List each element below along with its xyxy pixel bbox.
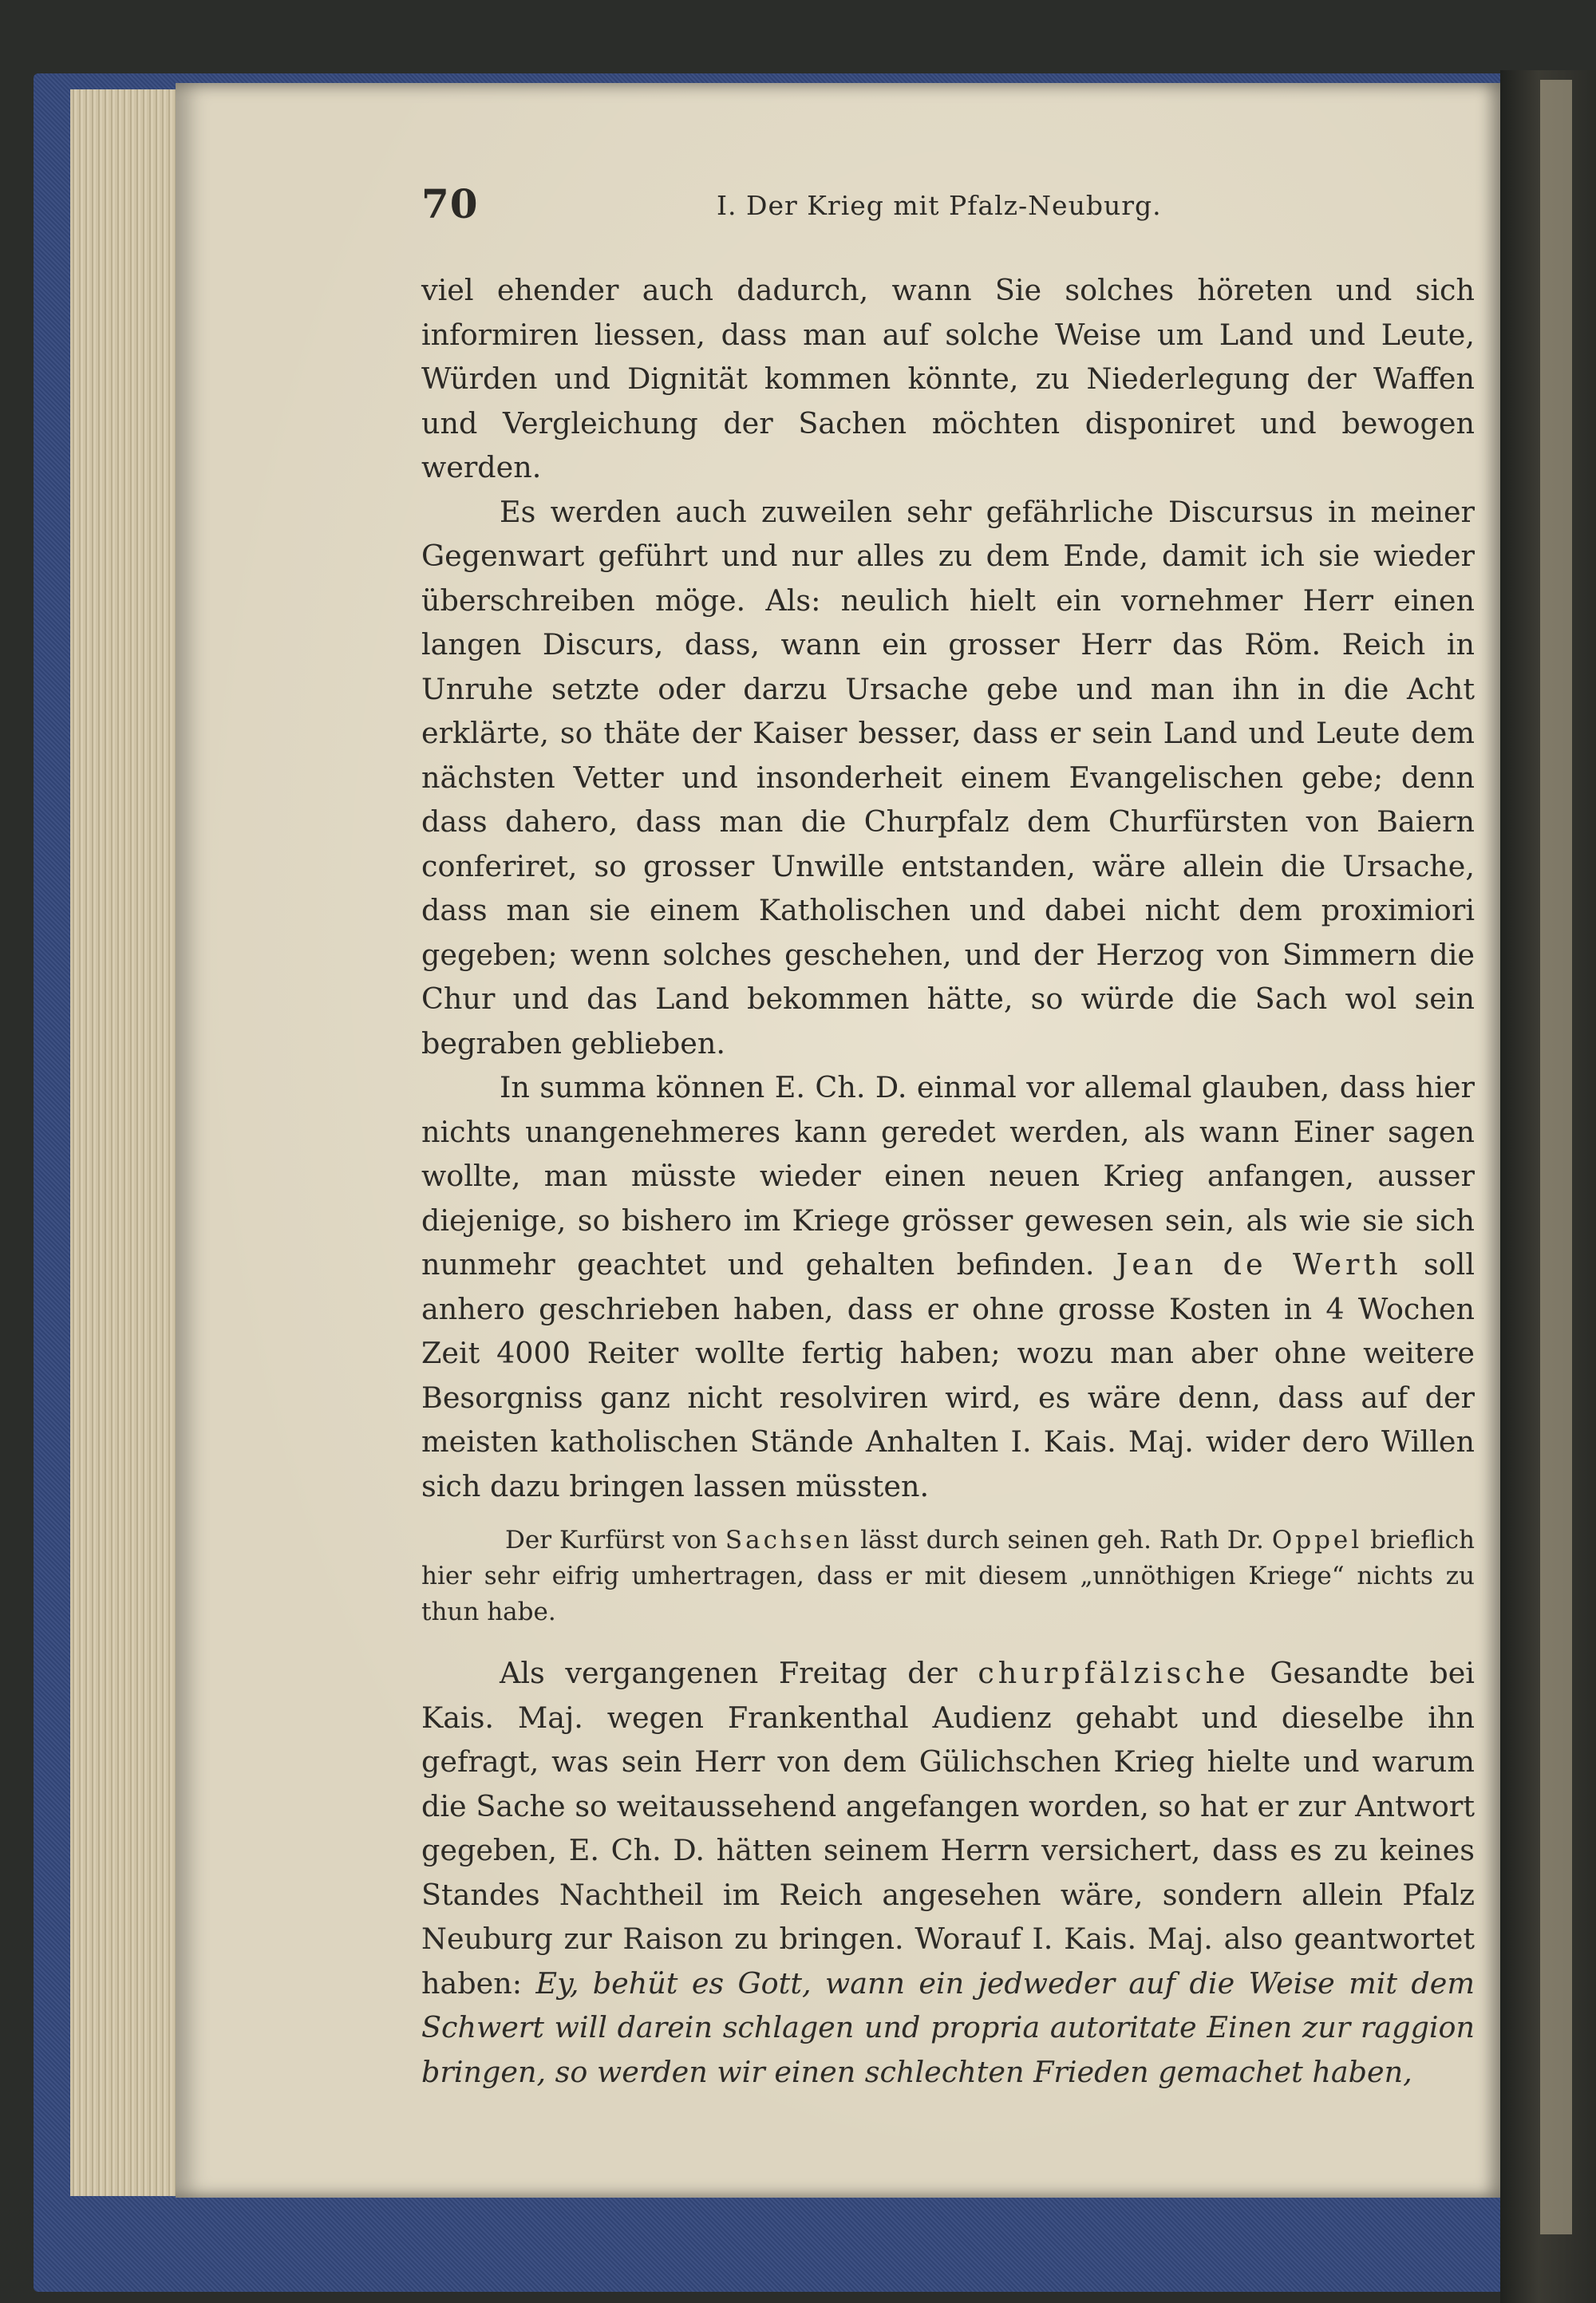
- paragraph-3-text-a: In summa können E. Ch. D. einmal vor allemal glauben, dass hier nichts unangenehmeres kann geredet werden, als wann Einer sagen wollte, man müsste wieder einen neuen Krieg anfangen, ausser diejenige, so bishero im Kriege grösser gewesen sein, als wie sie sich nunmehr geachtet und gehalten befinden.: [421, 1070, 1475, 1282]
- person-name-jean-de-werth: Jean de Werth: [1116, 1247, 1402, 1282]
- word-churpfaelzische: churpfälzische: [978, 1656, 1250, 1690]
- paragraph-1-text: viel ehender auch dadurch, wann Sie solches höreten und sich informiren liessen, dass man auf solche Weise um Land und Leute, Würden und Dignität kommen könnte, zu Niederlegung der Waffen und Vergleichung der Sachen möchten disponiret und bewogen werden.: [421, 273, 1475, 484]
- summary-note-text-b: lässt durch seinen geh. Rath Dr.: [860, 1526, 1264, 1554]
- paragraph-4-text-b: Gesandte bei Kais. Maj. wegen Frankenthal Audienz gehabt und dieselbe ihn gefragt, was sein Herr von dem Gülichschen Krieg hielte und warum die Sache so weitaussehend angefangen worden, so hat er zur Antwort gegeben, E. Ch. D. hätten seinem Herrn versichert, dass es zu keines Standes Nachtheil im Reich angesehen wäre, sondern allein Pfalz Neuburg zur Raison zu bringen. Worauf I. Kais. Maj. also geantwortet haben:: [421, 1656, 1475, 2001]
- page-content: [421, 180, 1475, 2094]
- paragraph-3-text-b: soll anhero geschrieben haben, dass er ohne grosse Kosten in 4 Wochen Zeit 4000 Reiter wollte fertig haben; wozu man aber ohne weitere Besorgniss ganz nicht resolviren wird, es wäre denn, dass auf der meisten katholischen Stände Anhalten I. Kais. Maj. wider dero Willen sich dazu bringen lassen müssten.: [421, 1247, 1476, 1503]
- paragraph-2: [421, 490, 1475, 1066]
- paragraph-4: [421, 1651, 1475, 2094]
- running-head: I. Der Krieg mit Pfalz-Neuburg.: [717, 190, 1162, 221]
- paragraph-3: [421, 1065, 1475, 1508]
- adjacent-page-edge: [1540, 80, 1572, 2234]
- imperial-quote: Ey, behüt es Gott, wann ein jedweder auf die Weise mit dem Schwert will darein schlagen und propria autoritate Einen zur raggion bringen, so werden wir einen schlechten Frieden gemachet haben,: [421, 1965, 1475, 2089]
- paragraph-1: [421, 268, 1475, 490]
- summary-note: [421, 1523, 1475, 1630]
- person-name-sachsen: Sachsen: [725, 1526, 853, 1554]
- page-header: [421, 180, 1475, 228]
- summary-note-text-a: Der Kurfürst von: [505, 1526, 717, 1554]
- person-name-oppel: Oppel: [1271, 1526, 1363, 1554]
- paragraph-2-text: Es werden auch zuweilen sehr gefährliche Discursus in meiner Gegenwart geführt und nur alles zu dem Ende, damit ich sie wieder überschreiben möge. Als: neulich hielt ein vornehmer Herr einen langen Discurs, dass, wann ein grosser Herr das Röm. Reich in Unruhe setzte oder darzu Ursache gebe und man ihn in die Acht erklärte, so thäte der Kaiser besser, dass er sein Land und Leute dem nächsten Vetter und insonderheit einem Evangelischen gebe; denn dass dahero, dass man die Churpfalz dem Churfürsten von Baiern conferiret, so grosser Unwille entstanden, wäre allein die Ursache, dass man sie einem Katholischen und dabei nicht dem proximiori gegeben; wenn solches geschehen, und der Herzog von Simmern die Chur und das Land bekommen hätte, so würde die Sach wol sein begraben geblieben.: [421, 494, 1475, 1061]
- page-number: 70: [421, 180, 479, 227]
- paragraph-4-text-a: Als vergangenen Freitag der: [500, 1656, 958, 1690]
- summary-note-text-c: brieflich hier sehr eifrig umhertragen, dass er mit diesem „unnöthigen Kriege“ nichts zu thun habe.: [421, 1526, 1475, 1626]
